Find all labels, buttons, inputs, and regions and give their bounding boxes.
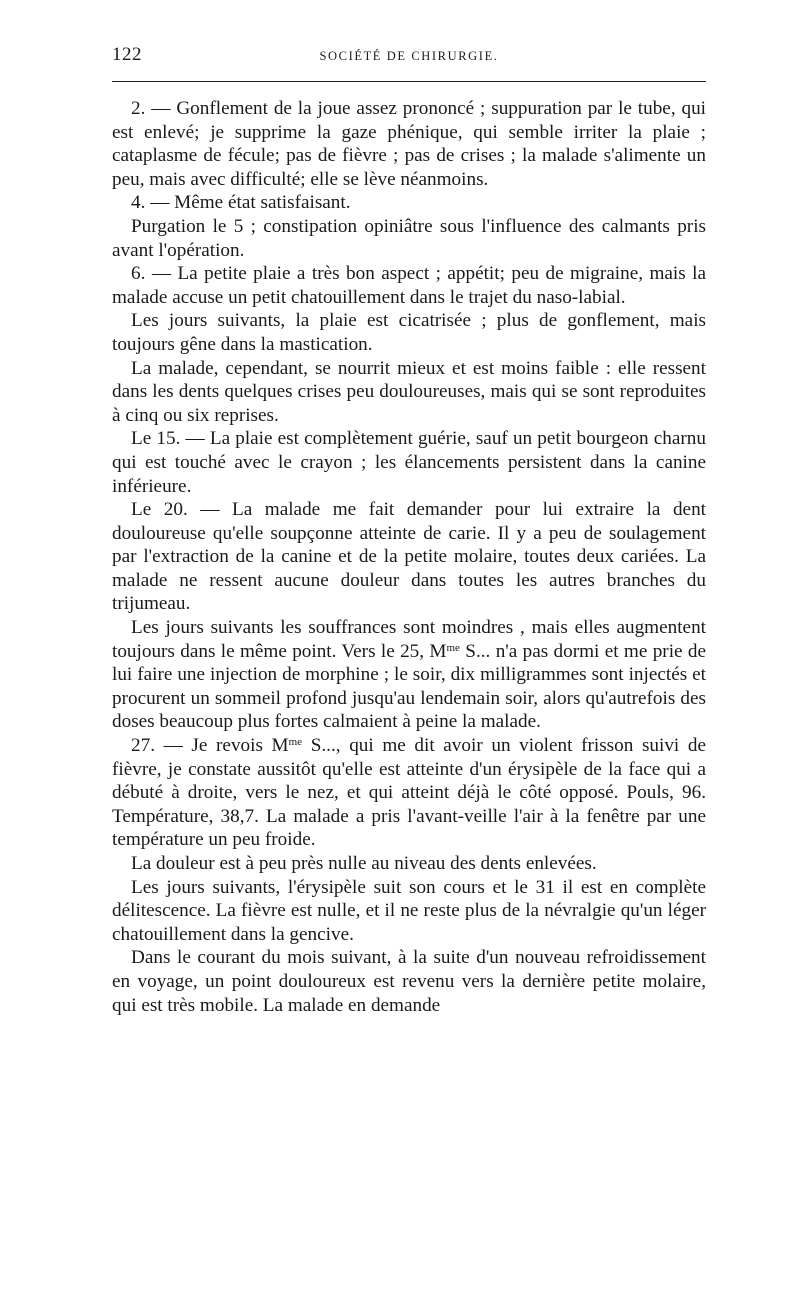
paragraph: Le 15. — La plaie est complètement guérie, sauf un petit bourgeon charnu qui est touché avec le crayon ; les élancements persistent dans la canine inférieure.	[112, 428, 706, 497]
superscript: me	[446, 641, 460, 654]
page-number: 122	[112, 44, 142, 65]
superscript: me	[288, 736, 303, 749]
paragraph: La douleur est à peu près nulle au niveau des dents enlevées.	[131, 853, 597, 874]
paragraph: Dans le courant du mois suivant, à la suite d'un nouveau refroidissement en voyage, un point douloureux est revenu vers la dernière petite molaire, qui est très mobile. La malade en demande	[112, 947, 706, 1016]
book-page	[112, 0, 706, 1315]
paragraph-text: S..., qui me dit avoir un violent frisson suivi de fièvre, je constate aussitôt qu'elle est atteinte d'un érysipèle de la face qui a débuté à droite, vers le nez, et qui atteint déjà le côté opposé. Pouls, 96. Température, 38,7. La malade a pris l'avant-veille l'air à la fenêtre par une température un peu froide.	[112, 735, 706, 851]
paragraph	[112, 734, 706, 852]
paragraph	[112, 616, 706, 734]
header-rule	[112, 81, 706, 82]
paragraph-text: S... n'a pas dormi et me prie de lui faire une injection de morphine ; le soir, dix milligrammes sont injectés et procurent un sommeil profond jusqu'au lendemain soir, alors qu'autrefois des doses beaucoup plus fortes calmaient à peine la malade.	[112, 640, 706, 733]
running-head	[112, 44, 706, 68]
paragraph: Les jours suivants, l'érysipèle suit son cours et le 31 il est en complète délitescence. La fièvre est nulle, et il ne reste plus de la névralgie qu'un léger chatouillement dans la gencive.	[112, 876, 706, 945]
paragraph: 6. — La petite plaie a très bon aspect ; appétit; peu de migraine, mais la malade accuse un petit chatouillement dans le trajet du naso-labial.	[112, 263, 706, 308]
running-title: SOCIÉTÉ DE CHIRURGIE.	[319, 49, 499, 63]
paragraph-text: Les jours suivants les souffrances sont moindres , mais elles augmentent toujours dans le même point. Vers le 25, M	[112, 617, 706, 662]
paragraph: Purgation le 5 ; constipation opiniâtre sous l'influence des calmants pris avant l'opération.	[112, 215, 706, 261]
paragraph: 2. — Gonflement de la joue assez prononcé ; suppuration par le tube, qui est enlevé; je supprime la gaze phénique, qui semble irriter la plaie ; cataplasme de fécule; pas de fièvre ; pas de crises ; la malade s'alimente un peu, mais avec difficulté; elle se lève néanmoins.	[112, 98, 706, 190]
paragraph-text: 27. — Je revois M	[131, 735, 289, 757]
paragraph: Le 20. — La malade me fait demander pour lui extraire la dent douloureuse qu'elle soupçonne atteinte de carie. Il y a peu de soulagement par l'extraction de la canine et de la petite molaire, toutes deux cariées. La malade ne ressent aucune douleur dans toutes les autres branches du trijumeau.	[112, 499, 706, 615]
body-text	[112, 97, 706, 1017]
paragraph: Les jours suivants, la plaie est cicatrisée ; plus de gonflement, mais toujours gêne dans la mastication.	[112, 310, 706, 355]
paragraph: 4. — Même état satisfaisant.	[131, 192, 351, 214]
paragraph: La malade, cependant, se nourrit mieux et est moins faible : elle ressent dans les dents quelques crises peu douloureuses, mais qui se sont reproduites à cinq ou six reprises.	[112, 357, 706, 426]
